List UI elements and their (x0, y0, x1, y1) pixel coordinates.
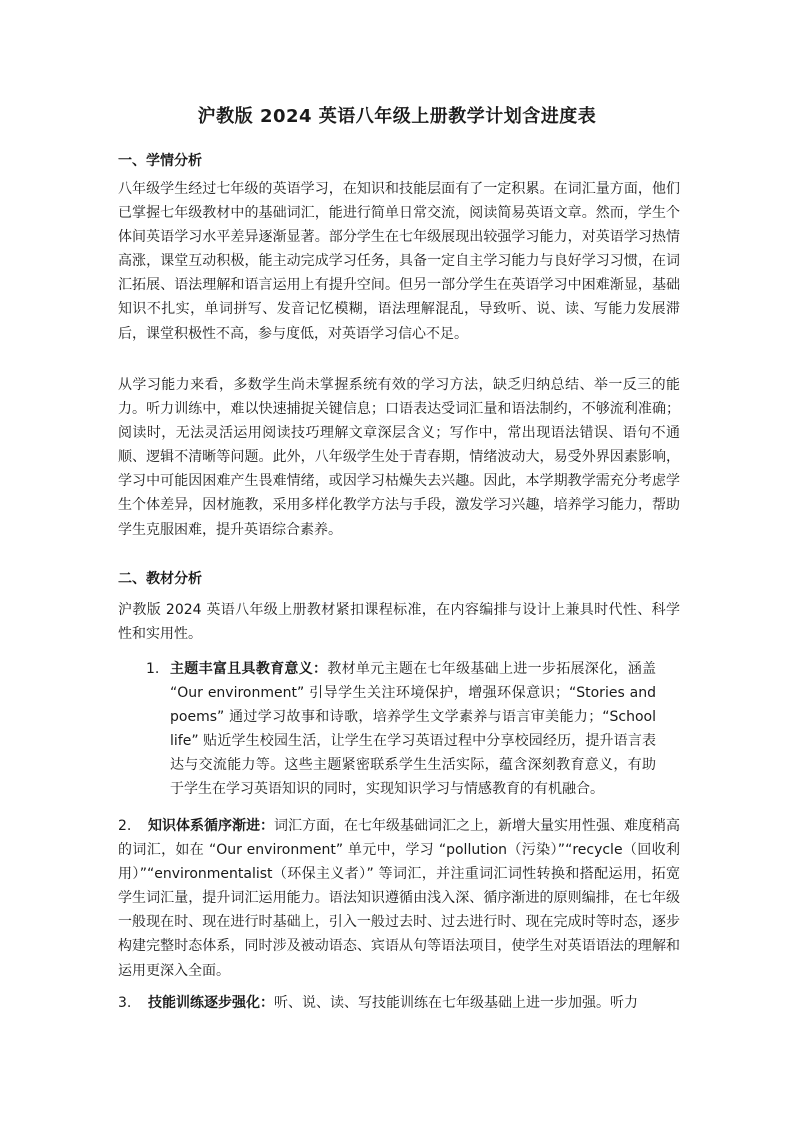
list-item-number: 3. (118, 995, 132, 1011)
list-item-theme (170, 657, 656, 802)
paragraph-learning-ability: 从学习能力来看，多数学生尚未掌握系统有效的学习方法，缺乏归纳总结、举一反三的能力。听力训练中，难以快速捕捉关键信息；口语表达受词汇量和语法制约，不够流利准确；阅读时，无法灵活运用阅读技巧理解文章深层含义；写作中，常出现语法错误、语句不通顺、逻辑不清晰等问题。此外，八年级学生处于青春期，情绪波动大，易受外界因素影响，学习中可能因困难产生畏难情绪，或因学习枯燥失去兴趣。因此，本学期教学需充分考虑学生个体差异，因材施教，采用多样化教学方法与手段，激发学习兴趣，培养学习能力，帮助学生克服困难，提升英语综合素养。 (118, 377, 680, 538)
list-item-lead: 主题丰富且具教育意义： (170, 661, 328, 677)
section-heading-textbook-analysis: 二、教材分析 (118, 571, 202, 587)
list-item-text: 教材单元主题在七年级基础上进一步拓展深化，涵盖 “Our environment” 引导学生关注环境保护，增强环保意识；“Stories and poems” 通过学习故事和诗歌，培养学生文学素养与语言审美能力；“School life” 贴近学生校园生活，让学生在学习英语过程中分享校园经历，提升语言表达与交流能力等。这些主题紧密联系学生生活实际，蕴含深刻教育意义，有助于学生在学习英语知识的同时，实现知识学习与情感教育的有机融合。 (170, 661, 657, 798)
paragraph-textbook-intro: 沪教版 2024 英语八年级上册教材紧扣课程标准，在内容编排与设计上兼具时代性、科学性和实用性。 (118, 602, 680, 643)
list-item-text: 听、说、读、写技能训练在七年级基础上进一步加强。听力 (274, 995, 638, 1011)
list-item-skills-training (118, 991, 680, 1015)
list-item-number: 1. (146, 661, 160, 677)
list-item-text: 词汇方面，在七年级基础词汇之上，新增大量实用性强、难度稍高的词汇，如在 “Our environment” 单元中，学习 “pollution（污染）”“recycle（回收利用）”“environmentalist（环保主义者）” 等词汇，并注重词汇词性转换和搭配运用，拓宽学生词汇量，提升词汇运用能力。语法知识遵循由浅入深、循序渐进的原则编排，在七年级一般现在时、现在进行时基础上，引入一般过去时、过去进行时、现在完成时等时态，逐步构建完整时态体系，同时涉及被动语态、宾语从句等语法项目，使学生对英语语法的理解和运用更深入全面。 (118, 818, 680, 979)
list-item-knowledge-system (118, 814, 680, 983)
document-title: 沪教版 2024 英语八年级上册教学计划含进度表 (197, 106, 597, 127)
list-item-lead: 技能训练逐步强化： (148, 995, 274, 1011)
list-item-lead: 知识体系循序渐进： (148, 818, 274, 834)
list-item-number: 2. (118, 818, 132, 834)
section-heading-learner-analysis: 一、学情分析 (118, 153, 202, 169)
paragraph-learner-level: 八年级学生经过七年级的英语学习，在知识和技能层面有了一定积累。在词汇量方面，他们已掌握七年级教材中的基础词汇，能进行简单日常交流，阅读简易英语文章。然而，学生个体间英语学习水平差异逐渐显著。部分学生在七年级展现出较强学习能力，对英语学习热情高涨，课堂互动积极，能主动完成学习任务，具备一定自主学习能力与良好学习习惯，在词汇拓展、语法理解和语言运用上有提升空间。但另一部分学生在英语学习中困难渐显，基础知识不扎实，单词拼写、发音记忆模糊，语法理解混乱，导致听、说、读、写能力发展滞后，课堂积极性不高，参与度低，对英语学习信心不足。 (118, 181, 680, 342)
